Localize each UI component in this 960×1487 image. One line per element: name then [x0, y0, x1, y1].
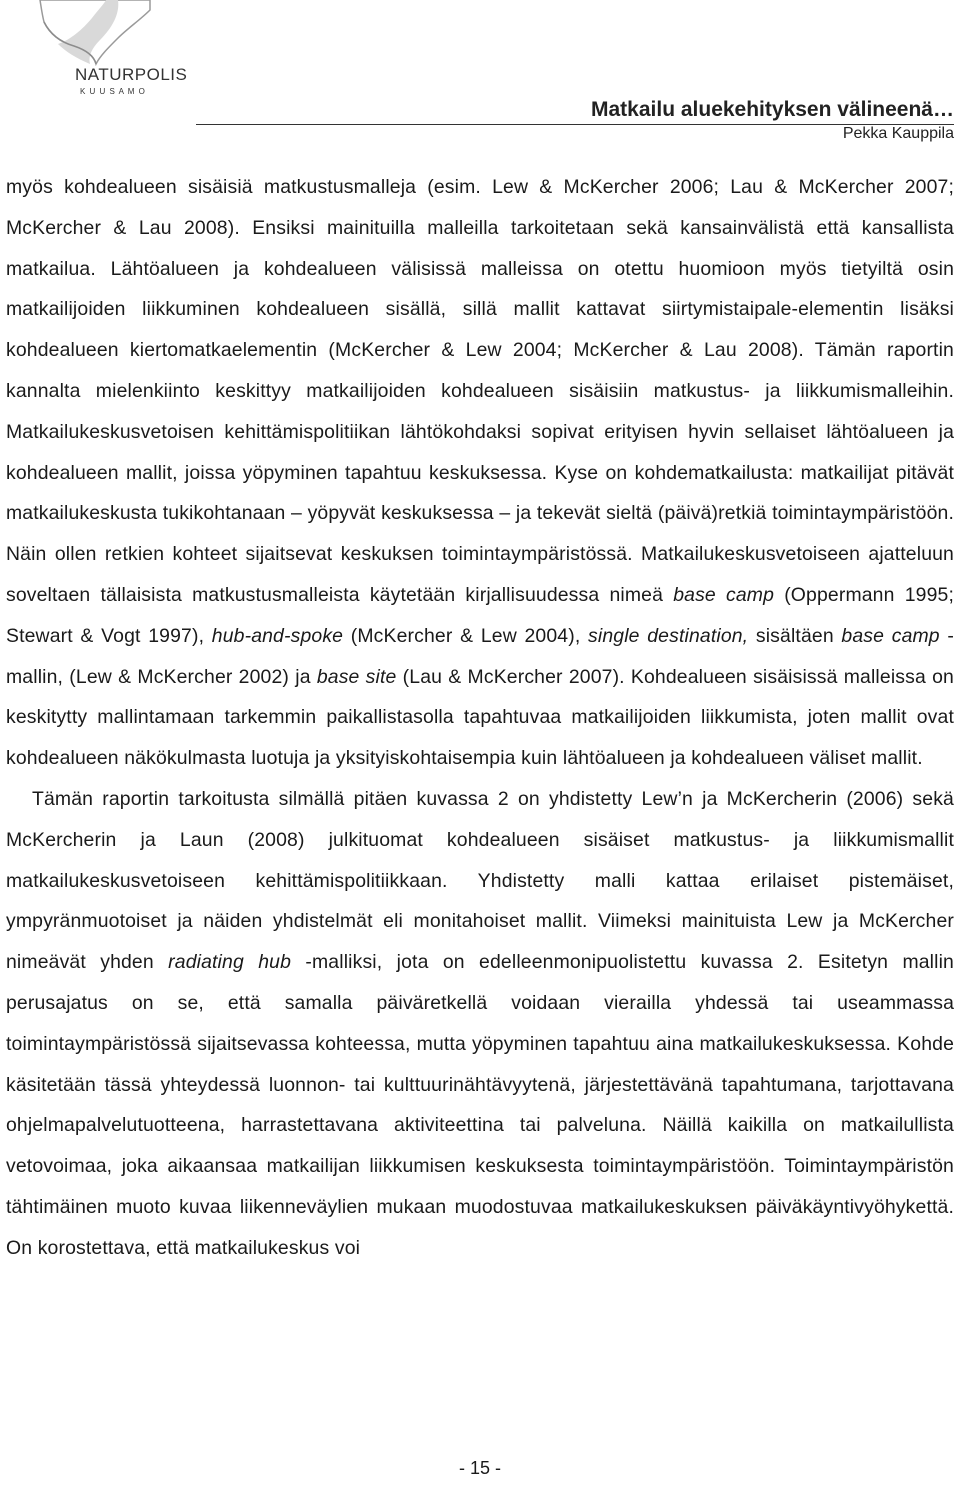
- text-run: Tämän raportin tarkoitusta silmällä pitäen kuvassa 2 on yhdistetty Lew’n ja McKercherin (2006) sekä McKercherin ja Laun (2008) julkituomat kohdealueen sisäiset matkustus- ja liikkumismallit matkailukeskusvetoiseen kehittämispolitiikkaan. Yhdistetty malli kattaa erilaiset pistemäiset, ympyränmuotoiset ja näiden yhdistelmät eli monitahoiset mallit. Viimeksi mainituista Lew ja McKercher nimeävät yhden: [6, 787, 954, 974]
- text-run: sisältäen: [748, 624, 842, 647]
- naturpolis-logo: [0, 0, 200, 105]
- document-header: [591, 97, 954, 144]
- header-rule: [196, 124, 954, 125]
- text-run: -malliksi, jota on edelleenmonipuolistettu kuvassa 2. Esitetyn mallin perusajatus on se, että samalla päiväretkellä voidaan vierailla yhdessä tai useammassa toimintaympäristössä sijaitsevassa kohteessa, mutta yöpyminen tapahtuu aina matkailukeskuksessa. Kohde käsitetään tässä yhteydessä luonnon- tai kulttuurinähtävyytenä, järjestettävänä tapahtumana, tarjottavana ohjelmapalvelutuotteena, harrastettavana aktiviteettina tai palveluna. Näillä kaikilla on matkailullista vetovoimaa, joka aikaansaa matkailijan liikkumisen keskuksesta toimintaympäristöön. Toimintaympäristön tähtimäinen muoto kuvaa liikenneväylien mukaan muodostuvaa matkailukeskuksen päiväkäyntivyöhykettä. On korostettava, että matkailukeskus voi: [6, 951, 954, 1259]
- italic-term: base camp: [673, 583, 775, 606]
- text-run: -mallin, (Lew & McKercher 2002) ja: [6, 624, 955, 688]
- italic-term: base site: [316, 665, 397, 688]
- logo-sub-text: K U U S A M O: [80, 87, 146, 96]
- paragraph: [6, 779, 954, 1269]
- text-run: (McKercher & Lew 2004),: [343, 624, 589, 647]
- logo-main-text: NATURPOLIS: [75, 65, 188, 84]
- text-run: (Lau & McKercher 2007). Kohdealueen sisäisissä malleissa on keskitytty mallintamaan tarkemmin paikallistasolla tapahtuvaa matkailijoiden liikkumista, joten mallit ovat kohdealueen näkökulmasta luotuja ja yksityiskohtaisempia kuin lähtöalueen ja kohdealueen väliset mallit.: [6, 665, 954, 770]
- body-text: [6, 167, 954, 1269]
- paragraph: [6, 167, 954, 779]
- text-run: myös kohdealueen sisäisiä matkustusmalleja (esim. Lew & McKercher 2006; Lau & McKercher 2007; McKercher & Lau 2008). Ensiksi mainituilla malleilla tarkoitetaan sekä kansainvälistä että kansallista matkailua. Lähtöalueen ja kohdealueen välisissä malleissa on otettu huomioon myös tietyiltä osin matkailijoiden liikkuminen kohdealueen sisällä, sillä mallit kattavat siirtymistaipale-elementin lisäksi kohdealueen kiertomatkaelementin (McKercher & Lew 2004; McKercher & Lau 2008). Tämän raportin kannalta mielenkiinto keskittyy matkailijoiden kohdealueen sisäisiin matkustus- ja liikkumismalleihin. Matkailukeskusvetoisen kehittämispolitiikan lähtökohdaksi sopivat erityisen hyvin sellaiset lähtöalueen ja kohdealueen mallit, joissa yöpyminen tapahtuu keskuksessa. Kyse on kohdematkailusta: matkailijat pitävät matkailukeskusta tukikohtanaan – yöpyvät keskuksessa – ja tekevät sieltä (päivä)retkiä toimintaympäristöön. Näin ollen retkien kohteet sijaitsevat keskuksen toimintaympäristössä. Matkailukeskusvetoiseen ajatteluun soveltaen tällaisista matkustusmalleista käytetään kirjallisuudessa nimeä: [6, 176, 954, 606]
- italic-term: radiating hub: [168, 951, 292, 974]
- header-title: Matkailu aluekehityksen välineenä…: [591, 98, 954, 121]
- text-run: (Oppermann 1995; Stewart & Vogt 1997),: [6, 583, 954, 647]
- italic-term: hub-and-spoke: [211, 624, 344, 647]
- italic-term: base camp: [841, 624, 940, 647]
- header-author: Pekka Kauppila: [842, 125, 954, 142]
- page-number: - 15 -: [458, 1458, 501, 1478]
- italic-term: single destination,: [588, 624, 749, 647]
